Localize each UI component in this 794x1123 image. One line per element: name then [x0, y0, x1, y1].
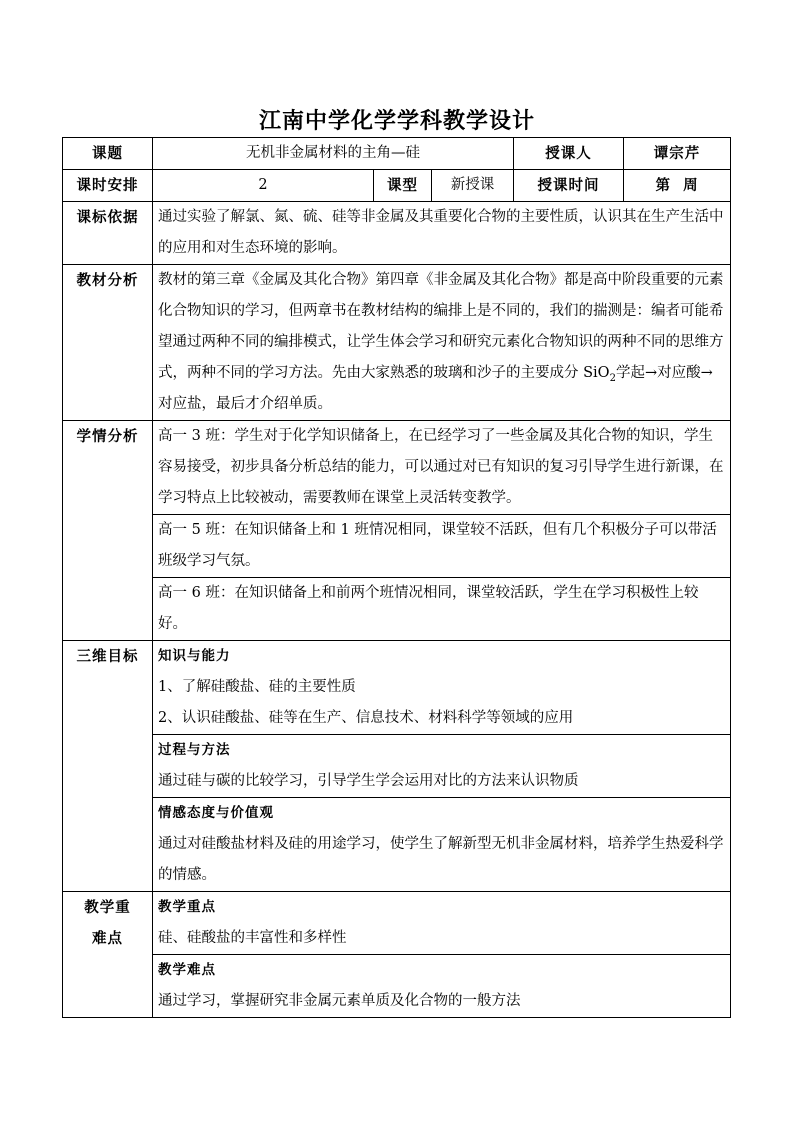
knowledge-item-1: 1、了解硅酸盐、硅的主要性质 [158, 679, 356, 695]
textbook-text-main: 教材的第三章《金属及其化合物》第四章《非金属及其化合物》都是高中阶段重要的元素化合物知识的学习，但两章书在教材结构的编排上是不同的，我们的揣测是：编者可能希望通过两种不同的编排模式，让学生体会学习和研究元素化合物知识的两种不同的思维方式，两种不同的学习方法。先由大家熟悉的玻璃和沙子的主要成分 SiO [158, 272, 724, 381]
difficulty-cell [153, 955, 731, 1018]
textbook-row [63, 265, 731, 421]
standard-text: 通过实验了解氯、氮、硫、硅等非金属及其重要化合物的主要性质，认识其在生产生活中的应用和对生态环境的影响。 [153, 202, 731, 265]
teacher-label: 授课人 [514, 138, 624, 170]
process-text: 通过硅与碳的比较学习，引导学生学会运用对比的方法来认识物质 [158, 773, 579, 789]
knowledge-heading: 知识与能力 [158, 648, 231, 664]
key-heading: 教学重点 [158, 899, 216, 915]
students-row-2 [63, 515, 731, 578]
time-label: 授课时间 [514, 170, 624, 202]
goals-process-cell [153, 735, 731, 798]
teacher-value: 谭宗芹 [624, 138, 731, 170]
standard-row [63, 202, 731, 265]
textbook-label: 教材分析 [63, 265, 153, 421]
difficulty-row [63, 955, 731, 1018]
key-points-label: 教学重难点 [63, 892, 153, 1018]
students-row-1 [63, 421, 731, 515]
schedule-row [63, 170, 731, 202]
standard-label: 课标依据 [63, 202, 153, 265]
textbook-text-end: 学起→对应酸→对应盐，最后才介绍单质。 [158, 365, 713, 412]
topic-value: 无机非金属材料的主角—硅 [153, 138, 514, 170]
process-heading: 过程与方法 [158, 742, 231, 758]
textbook-text [153, 265, 731, 421]
goals-knowledge-cell [153, 641, 731, 735]
type-value: 新授课 [432, 170, 514, 202]
textbook-subscript: 2 [609, 372, 616, 384]
knowledge-item-2: 2、认识硅酸盐、硅等在生产、信息技术、材料科学等领域的应用 [158, 710, 574, 726]
difficulty-heading: 教学难点 [158, 962, 216, 978]
goals-label: 三维目标 [63, 641, 153, 892]
key-text: 硅、硅酸盐的丰富性和多样性 [158, 930, 347, 946]
hours-value: 2 [153, 170, 374, 202]
key-point-cell [153, 892, 731, 955]
goals-attitude-cell [153, 798, 731, 892]
topic-label: 课题 [63, 138, 153, 170]
key-point-row [63, 892, 731, 955]
students-entry-2: 高一 5 班：在知识储备上和 1 班情况相同，课堂较不活跃，但有几个积极分子可以带活班级学习气氛。 [153, 515, 731, 578]
goals-attitude-row [63, 798, 731, 892]
hours-label: 课时安排 [63, 170, 153, 202]
students-entry-3: 高一 6 班：在知识储备上和前两个班情况相同，课堂较活跃，学生在学习积极性上较好。 [153, 578, 731, 641]
topic-row [63, 138, 731, 170]
difficulty-text: 通过学习，掌握研究非金属元素单质及化合物的一般方法 [158, 993, 521, 1009]
page-title: 江南中学化学学科教学设计 [258, 108, 535, 134]
attitude-heading: 情感态度与价值观 [158, 805, 274, 821]
students-row-3 [63, 578, 731, 641]
students-label: 学情分析 [63, 421, 153, 641]
students-entry-1: 高一 3 班：学生对于化学知识储备上，在已经学习了一些金属及其化合物的知识，学生容易接受，初步具备分析总结的能力，可以通过对已有知识的复习引导学生进行新课，在学习特点上比较被动，需要教师在课堂上灵活转变教学。 [153, 421, 731, 515]
type-label: 课型 [374, 170, 432, 202]
attitude-text: 通过对硅酸盐材料及硅的用途学习，使学生了解新型无机非金属材料，培养学生热爱科学的情感。 [158, 836, 724, 883]
goals-process-row [63, 735, 731, 798]
time-value: 第 周 [624, 170, 731, 202]
goals-knowledge-row [63, 641, 731, 735]
lesson-plan-table [62, 137, 731, 1018]
